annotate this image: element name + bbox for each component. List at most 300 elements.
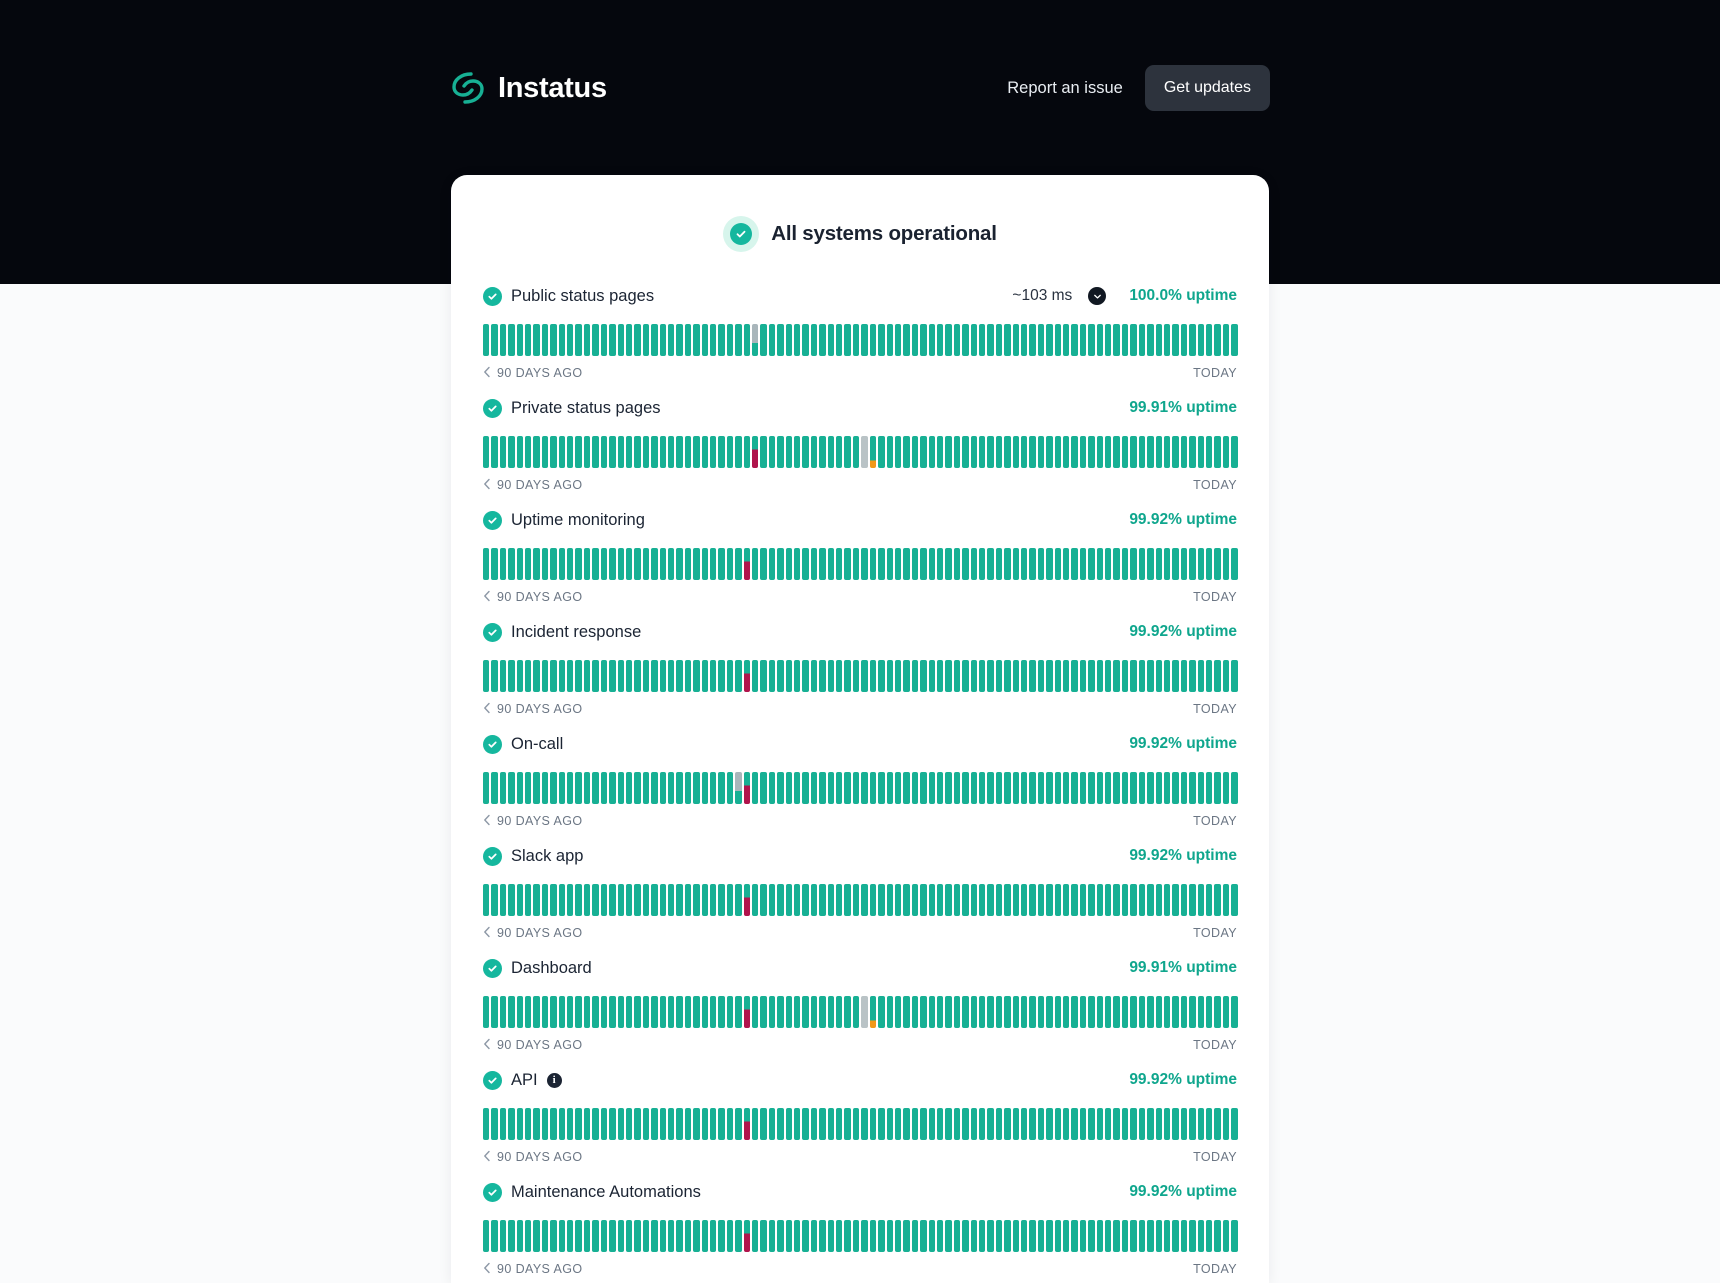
uptime-day-bar[interactable]: [987, 436, 993, 468]
uptime-day-bar[interactable]: [702, 1220, 708, 1252]
uptime-day-bar[interactable]: [1172, 772, 1178, 804]
uptime-day-bar[interactable]: [651, 772, 657, 804]
uptime-day-bar[interactable]: [668, 436, 674, 468]
uptime-day-bar[interactable]: [929, 1108, 935, 1140]
uptime-day-bar[interactable]: [735, 660, 741, 692]
chevron-left-icon[interactable]: [483, 590, 491, 605]
uptime-day-bar[interactable]: [609, 772, 615, 804]
uptime-day-bar[interactable]: [819, 548, 825, 580]
uptime-day-bar[interactable]: [887, 436, 893, 468]
uptime-day-bar[interactable]: [870, 324, 876, 356]
uptime-day-bar[interactable]: [929, 548, 935, 580]
uptime-day-bar[interactable]: [651, 996, 657, 1028]
uptime-day-bar[interactable]: [929, 1220, 935, 1252]
uptime-day-bar[interactable]: [609, 436, 615, 468]
uptime-day-bar[interactable]: [517, 884, 523, 916]
uptime-day-bar[interactable]: [870, 436, 876, 468]
uptime-day-bar[interactable]: [1198, 548, 1204, 580]
uptime-day-bar[interactable]: [844, 1220, 850, 1252]
uptime-day-bar[interactable]: [676, 884, 682, 916]
uptime-day-bar[interactable]: [710, 548, 716, 580]
uptime-day-bar[interactable]: [929, 324, 935, 356]
uptime-day-bar[interactable]: [1113, 996, 1119, 1028]
report-issue-link[interactable]: Report an issue: [1007, 78, 1123, 97]
uptime-day-bar[interactable]: [702, 884, 708, 916]
uptime-day-bar[interactable]: [1097, 1220, 1103, 1252]
uptime-day-bar[interactable]: [559, 436, 565, 468]
uptime-day-bar[interactable]: [676, 324, 682, 356]
uptime-day-bar[interactable]: [1055, 772, 1061, 804]
uptime-day-bar[interactable]: [508, 324, 514, 356]
uptime-day-bar[interactable]: [718, 772, 724, 804]
uptime-day-bar[interactable]: [702, 436, 708, 468]
uptime-day-bar[interactable]: [1004, 1108, 1010, 1140]
uptime-day-bar[interactable]: [1113, 772, 1119, 804]
uptime-day-bar[interactable]: [567, 1108, 573, 1140]
uptime-day-bar[interactable]: [1088, 772, 1094, 804]
uptime-day-bar[interactable]: [844, 548, 850, 580]
uptime-day-bar[interactable]: [1181, 548, 1187, 580]
uptime-day-bar[interactable]: [870, 1108, 876, 1140]
uptime-day-bar[interactable]: [1038, 772, 1044, 804]
uptime-day-bar[interactable]: [685, 996, 691, 1028]
uptime-day-bar[interactable]: [618, 660, 624, 692]
uptime-day-bar[interactable]: [1206, 1220, 1212, 1252]
uptime-day-bar[interactable]: [979, 1220, 985, 1252]
uptime-day-bar[interactable]: [651, 548, 657, 580]
uptime-day-bar[interactable]: [559, 548, 565, 580]
uptime-day-bar[interactable]: [870, 772, 876, 804]
uptime-day-bar[interactable]: [1181, 1108, 1187, 1140]
uptime-day-bar[interactable]: [668, 548, 674, 580]
uptime-day-bar[interactable]: [618, 436, 624, 468]
uptime-day-bar[interactable]: [668, 660, 674, 692]
uptime-day-bar[interactable]: [802, 436, 808, 468]
uptime-day-bar[interactable]: [971, 1220, 977, 1252]
uptime-day-bar[interactable]: [836, 548, 842, 580]
uptime-day-bar[interactable]: [861, 772, 867, 804]
uptime-day-bar[interactable]: [1004, 436, 1010, 468]
uptime-day-bar[interactable]: [1130, 1220, 1136, 1252]
uptime-day-bar[interactable]: [1063, 996, 1069, 1028]
uptime-day-bar[interactable]: [836, 884, 842, 916]
uptime-day-bar[interactable]: [853, 884, 859, 916]
uptime-day-bar[interactable]: [836, 996, 842, 1028]
chevron-left-icon[interactable]: [483, 1150, 491, 1165]
uptime-day-bar[interactable]: [500, 884, 506, 916]
uptime-day-bar[interactable]: [1105, 660, 1111, 692]
uptime-day-bar[interactable]: [525, 884, 531, 916]
uptime-day-bar[interactable]: [987, 1220, 993, 1252]
chevron-left-icon[interactable]: [483, 814, 491, 829]
uptime-day-bar[interactable]: [1189, 436, 1195, 468]
uptime-day-bar[interactable]: [1046, 996, 1052, 1028]
uptime-day-bar[interactable]: [811, 548, 817, 580]
uptime-day-bar[interactable]: [828, 772, 834, 804]
uptime-day-bar[interactable]: [500, 772, 506, 804]
uptime-day-bar[interactable]: [559, 772, 565, 804]
uptime-day-bar[interactable]: [1139, 660, 1145, 692]
uptime-day-bar[interactable]: [802, 772, 808, 804]
uptime-day-bar[interactable]: [786, 1108, 792, 1140]
uptime-day-bar[interactable]: [887, 884, 893, 916]
uptime-day-bar[interactable]: [1029, 436, 1035, 468]
uptime-day-bar[interactable]: [626, 436, 632, 468]
uptime-day-bar[interactable]: [920, 436, 926, 468]
uptime-day-bar[interactable]: [693, 436, 699, 468]
uptime-day-bar[interactable]: [735, 1108, 741, 1140]
uptime-day-bar[interactable]: [870, 996, 876, 1028]
uptime-day-bar[interactable]: [643, 660, 649, 692]
uptime-day-bar[interactable]: [1097, 548, 1103, 580]
uptime-day-bar[interactable]: [1122, 884, 1128, 916]
uptime-day-bar[interactable]: [744, 660, 750, 692]
uptime-day-bar[interactable]: [559, 996, 565, 1028]
uptime-day-bar[interactable]: [1147, 772, 1153, 804]
uptime-day-bar[interactable]: [844, 884, 850, 916]
uptime-day-bar[interactable]: [945, 1220, 951, 1252]
uptime-day-bar[interactable]: [903, 772, 909, 804]
uptime-day-bar[interactable]: [1139, 1220, 1145, 1252]
uptime-day-bar[interactable]: [1223, 1220, 1229, 1252]
uptime-day-bar[interactable]: [1198, 660, 1204, 692]
uptime-day-bar[interactable]: [979, 996, 985, 1028]
uptime-day-bar[interactable]: [920, 1220, 926, 1252]
uptime-day-bar[interactable]: [533, 548, 539, 580]
uptime-day-bar[interactable]: [929, 772, 935, 804]
uptime-day-bar[interactable]: [1004, 548, 1010, 580]
uptime-day-bar[interactable]: [1097, 324, 1103, 356]
uptime-day-bar[interactable]: [1122, 772, 1128, 804]
uptime-day-bar[interactable]: [811, 324, 817, 356]
uptime-day-bar[interactable]: [794, 324, 800, 356]
uptime-day-bar[interactable]: [1156, 436, 1162, 468]
uptime-day-bar[interactable]: [525, 324, 531, 356]
uptime-day-bar[interactable]: [584, 660, 590, 692]
uptime-day-bar[interactable]: [954, 996, 960, 1028]
uptime-day-bar[interactable]: [1231, 884, 1237, 916]
uptime-day-bar[interactable]: [1122, 996, 1128, 1028]
uptime-day-bar[interactable]: [836, 1108, 842, 1140]
uptime-day-bar[interactable]: [676, 996, 682, 1028]
uptime-day-bar[interactable]: [844, 996, 850, 1028]
uptime-day-bar[interactable]: [920, 1108, 926, 1140]
uptime-day-bar[interactable]: [550, 996, 556, 1028]
uptime-day-bar[interactable]: [660, 660, 666, 692]
uptime-day-bar[interactable]: [1046, 436, 1052, 468]
uptime-day-bar[interactable]: [542, 660, 548, 692]
uptime-day-bar[interactable]: [550, 1220, 556, 1252]
uptime-day-bar[interactable]: [517, 324, 523, 356]
uptime-day-bar[interactable]: [1046, 1220, 1052, 1252]
uptime-day-bar[interactable]: [819, 1220, 825, 1252]
uptime-day-bar[interactable]: [937, 772, 943, 804]
uptime-day-bar[interactable]: [954, 884, 960, 916]
uptime-day-bar[interactable]: [710, 772, 716, 804]
uptime-day-bar[interactable]: [559, 884, 565, 916]
uptime-day-bar[interactable]: [491, 1220, 497, 1252]
uptime-day-bar[interactable]: [1189, 1108, 1195, 1140]
uptime-day-bar[interactable]: [584, 324, 590, 356]
uptime-day-bar[interactable]: [769, 1220, 775, 1252]
uptime-day-bar[interactable]: [1231, 660, 1237, 692]
uptime-day-bar[interactable]: [634, 436, 640, 468]
uptime-day-bar[interactable]: [575, 772, 581, 804]
uptime-day-bar[interactable]: [1063, 1108, 1069, 1140]
uptime-day-bar[interactable]: [1198, 1108, 1204, 1140]
uptime-day-bar[interactable]: [870, 548, 876, 580]
uptime-day-bar[interactable]: [887, 996, 893, 1028]
uptime-day-bar[interactable]: [1063, 548, 1069, 580]
uptime-day-bar[interactable]: [567, 660, 573, 692]
uptime-day-bar[interactable]: [912, 324, 918, 356]
uptime-day-bar[interactable]: [1071, 324, 1077, 356]
uptime-day-bar[interactable]: [1063, 884, 1069, 916]
chevron-left-icon[interactable]: [483, 1038, 491, 1053]
uptime-day-bar[interactable]: [819, 660, 825, 692]
uptime-day-bar[interactable]: [895, 548, 901, 580]
uptime-day-bar[interactable]: [500, 1108, 506, 1140]
uptime-day-bar[interactable]: [903, 548, 909, 580]
uptime-day-bar[interactable]: [634, 1220, 640, 1252]
uptime-day-bar[interactable]: [727, 884, 733, 916]
uptime-day-bar[interactable]: [643, 884, 649, 916]
uptime-day-bar[interactable]: [971, 436, 977, 468]
uptime-day-bar[interactable]: [802, 884, 808, 916]
uptime-day-bar[interactable]: [533, 436, 539, 468]
uptime-day-bar[interactable]: [643, 436, 649, 468]
uptime-day-bar[interactable]: [1097, 1108, 1103, 1140]
chevron-left-icon[interactable]: [483, 702, 491, 717]
uptime-day-bar[interactable]: [1088, 660, 1094, 692]
uptime-day-bar[interactable]: [1122, 548, 1128, 580]
uptime-day-bar[interactable]: [962, 1220, 968, 1252]
uptime-day-bar[interactable]: [727, 772, 733, 804]
uptime-day-bar[interactable]: [1021, 660, 1027, 692]
uptime-day-bar[interactable]: [1013, 1108, 1019, 1140]
uptime-day-bar[interactable]: [819, 1108, 825, 1140]
uptime-day-bar[interactable]: [634, 772, 640, 804]
uptime-day-bar[interactable]: [1055, 324, 1061, 356]
uptime-day-bar[interactable]: [718, 324, 724, 356]
uptime-day-bar[interactable]: [1105, 772, 1111, 804]
uptime-day-bar[interactable]: [1113, 436, 1119, 468]
uptime-day-bar[interactable]: [676, 660, 682, 692]
uptime-day-bar[interactable]: [1038, 884, 1044, 916]
uptime-day-bar[interactable]: [550, 884, 556, 916]
uptime-day-bar[interactable]: [483, 324, 489, 356]
uptime-day-bar[interactable]: [517, 996, 523, 1028]
uptime-day-bar[interactable]: [920, 660, 926, 692]
uptime-day-bar[interactable]: [491, 660, 497, 692]
uptime-day-bar[interactable]: [979, 884, 985, 916]
uptime-day-bar[interactable]: [525, 996, 531, 1028]
uptime-day-bar[interactable]: [1071, 772, 1077, 804]
uptime-day-bar[interactable]: [727, 324, 733, 356]
uptime-day-bar[interactable]: [618, 324, 624, 356]
uptime-day-bar[interactable]: [500, 548, 506, 580]
uptime-day-bar[interactable]: [971, 324, 977, 356]
uptime-day-bar[interactable]: [601, 996, 607, 1028]
uptime-day-bar[interactable]: [609, 884, 615, 916]
uptime-day-bar[interactable]: [651, 324, 657, 356]
uptime-day-bar[interactable]: [769, 996, 775, 1028]
uptime-day-bar[interactable]: [1038, 324, 1044, 356]
chevron-left-icon[interactable]: [483, 366, 491, 381]
uptime-day-bar[interactable]: [769, 436, 775, 468]
uptime-day-bar[interactable]: [760, 1220, 766, 1252]
uptime-day-bar[interactable]: [685, 324, 691, 356]
uptime-day-bar[interactable]: [643, 548, 649, 580]
uptime-day-bar[interactable]: [1156, 996, 1162, 1028]
uptime-day-bar[interactable]: [1055, 996, 1061, 1028]
uptime-day-bar[interactable]: [1172, 1220, 1178, 1252]
uptime-day-bar[interactable]: [861, 660, 867, 692]
uptime-day-bar[interactable]: [945, 324, 951, 356]
uptime-day-bar[interactable]: [702, 772, 708, 804]
uptime-day-bar[interactable]: [811, 660, 817, 692]
uptime-day-bar[interactable]: [1021, 772, 1027, 804]
uptime-day-bar[interactable]: [853, 1108, 859, 1140]
uptime-day-bar[interactable]: [643, 772, 649, 804]
uptime-day-bar[interactable]: [1198, 884, 1204, 916]
uptime-day-bar[interactable]: [937, 1108, 943, 1140]
uptime-day-bar[interactable]: [828, 1220, 834, 1252]
uptime-day-bar[interactable]: [702, 548, 708, 580]
uptime-day-bar[interactable]: [693, 884, 699, 916]
info-icon[interactable]: i: [547, 1073, 562, 1088]
uptime-day-bar[interactable]: [752, 660, 758, 692]
uptime-day-bar[interactable]: [1231, 1108, 1237, 1140]
uptime-day-bar[interactable]: [895, 996, 901, 1028]
uptime-day-bar[interactable]: [844, 772, 850, 804]
uptime-day-bar[interactable]: [668, 1220, 674, 1252]
uptime-day-bar[interactable]: [1172, 436, 1178, 468]
uptime-day-bar[interactable]: [1181, 772, 1187, 804]
uptime-day-bar[interactable]: [887, 548, 893, 580]
uptime-day-bar[interactable]: [1080, 660, 1086, 692]
uptime-day-bar[interactable]: [1206, 324, 1212, 356]
uptime-day-bar[interactable]: [920, 996, 926, 1028]
uptime-day-bar[interactable]: [1147, 884, 1153, 916]
uptime-day-bar[interactable]: [1130, 660, 1136, 692]
uptime-day-bar[interactable]: [1046, 772, 1052, 804]
uptime-day-bar[interactable]: [895, 436, 901, 468]
uptime-day-bar[interactable]: [794, 660, 800, 692]
uptime-day-bar[interactable]: [1105, 436, 1111, 468]
uptime-day-bar[interactable]: [533, 1108, 539, 1140]
uptime-day-bar[interactable]: [542, 436, 548, 468]
uptime-day-bar[interactable]: [1004, 884, 1010, 916]
uptime-day-bar[interactable]: [601, 660, 607, 692]
uptime-day-bar[interactable]: [483, 772, 489, 804]
uptime-day-bar[interactable]: [1097, 772, 1103, 804]
uptime-day-bar[interactable]: [1156, 1108, 1162, 1140]
uptime-day-bar[interactable]: [996, 996, 1002, 1028]
uptime-day-bar[interactable]: [1029, 324, 1035, 356]
uptime-day-bar[interactable]: [1164, 1108, 1170, 1140]
uptime-day-bar[interactable]: [1223, 996, 1229, 1028]
uptime-day-bar[interactable]: [887, 324, 893, 356]
uptime-day-bar[interactable]: [1004, 660, 1010, 692]
uptime-day-bar[interactable]: [693, 1108, 699, 1140]
uptime-day-bar[interactable]: [853, 772, 859, 804]
uptime-day-bar[interactable]: [1214, 884, 1220, 916]
uptime-day-bar[interactable]: [676, 1108, 682, 1140]
uptime-day-bar[interactable]: [777, 324, 783, 356]
uptime-day-bar[interactable]: [550, 660, 556, 692]
uptime-day-bar[interactable]: [1223, 1108, 1229, 1140]
uptime-day-bar[interactable]: [660, 436, 666, 468]
uptime-day-bar[interactable]: [533, 1220, 539, 1252]
uptime-day-bar[interactable]: [836, 660, 842, 692]
uptime-day-bar[interactable]: [575, 996, 581, 1028]
uptime-day-bar[interactable]: [769, 1108, 775, 1140]
uptime-day-bar[interactable]: [676, 548, 682, 580]
uptime-day-bar[interactable]: [584, 436, 590, 468]
uptime-day-bar[interactable]: [567, 772, 573, 804]
uptime-day-bar[interactable]: [592, 884, 598, 916]
uptime-day-bar[interactable]: [1013, 996, 1019, 1028]
uptime-day-bar[interactable]: [752, 1108, 758, 1140]
uptime-day-bar[interactable]: [987, 660, 993, 692]
uptime-day-bar[interactable]: [1198, 1220, 1204, 1252]
uptime-day-bar[interactable]: [895, 1108, 901, 1140]
uptime-day-bar[interactable]: [769, 324, 775, 356]
uptime-day-bar[interactable]: [1063, 660, 1069, 692]
uptime-day-bar[interactable]: [819, 772, 825, 804]
uptime-day-bar[interactable]: [517, 1220, 523, 1252]
uptime-day-bar[interactable]: [1080, 436, 1086, 468]
uptime-day-bar[interactable]: [1181, 436, 1187, 468]
uptime-day-bar[interactable]: [660, 324, 666, 356]
uptime-day-bar[interactable]: [1038, 1220, 1044, 1252]
uptime-day-bar[interactable]: [1029, 996, 1035, 1028]
uptime-day-bar[interactable]: [533, 772, 539, 804]
uptime-day-bar[interactable]: [1113, 548, 1119, 580]
uptime-day-bar[interactable]: [1214, 324, 1220, 356]
uptime-day-bar[interactable]: [1147, 1220, 1153, 1252]
uptime-day-bar[interactable]: [1029, 660, 1035, 692]
uptime-day-bar[interactable]: [508, 884, 514, 916]
uptime-day-bar[interactable]: [903, 436, 909, 468]
uptime-day-bar[interactable]: [853, 324, 859, 356]
uptime-day-bar[interactable]: [727, 660, 733, 692]
uptime-day-bar[interactable]: [987, 324, 993, 356]
uptime-day-bar[interactable]: [979, 660, 985, 692]
uptime-day-bar[interactable]: [1038, 548, 1044, 580]
uptime-day-bar[interactable]: [920, 324, 926, 356]
uptime-day-bar[interactable]: [693, 1220, 699, 1252]
uptime-day-bar[interactable]: [870, 660, 876, 692]
uptime-day-bar[interactable]: [668, 1108, 674, 1140]
uptime-day-bar[interactable]: [1013, 772, 1019, 804]
uptime-day-bar[interactable]: [1214, 996, 1220, 1028]
uptime-day-bar[interactable]: [819, 996, 825, 1028]
uptime-day-bar[interactable]: [567, 996, 573, 1028]
uptime-day-bar[interactable]: [634, 884, 640, 916]
uptime-day-bar[interactable]: [1181, 1220, 1187, 1252]
uptime-day-bar[interactable]: [693, 996, 699, 1028]
uptime-day-bar[interactable]: [567, 1220, 573, 1252]
uptime-day-bar[interactable]: [1206, 660, 1212, 692]
uptime-day-bar[interactable]: [676, 772, 682, 804]
uptime-day-bar[interactable]: [1181, 660, 1187, 692]
uptime-day-bar[interactable]: [668, 996, 674, 1028]
uptime-day-bar[interactable]: [802, 660, 808, 692]
uptime-day-bar[interactable]: [895, 884, 901, 916]
uptime-day-bar[interactable]: [861, 324, 867, 356]
